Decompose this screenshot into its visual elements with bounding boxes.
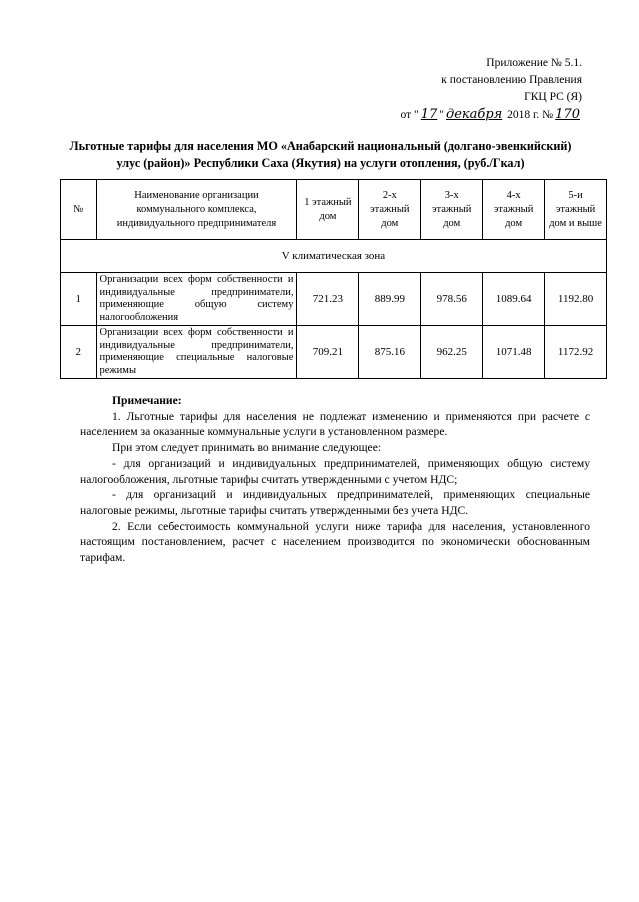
header-2-floor: 2-х этажный дом xyxy=(359,180,421,240)
row-value: 889.99 xyxy=(359,273,421,326)
date-mid: " xyxy=(439,109,444,121)
document-title: Льготные тарифы для населения МО «Анабарский национальный (долгано-эвенкийский) улус (район)» Республики Саха (Якутия) на услуги отопления, (руб./Гкал) xyxy=(69,139,572,170)
date-day: 17 xyxy=(420,107,438,122)
row-org-name: Организации всех форм собственности и индивидуальные предприниматели, применяющие специальные налоговые режимы xyxy=(96,326,297,379)
notes-block xyxy=(80,393,590,566)
notes-heading: Примечание: xyxy=(112,394,182,407)
appendix-line-2: к постановлению Правления xyxy=(441,74,582,86)
row-value: 709.21 xyxy=(297,326,359,379)
header-4-floor: 4-х этажный дом xyxy=(483,180,545,240)
climate-zone: V климатическая зона xyxy=(61,240,607,273)
note-paragraph-5: 2. Если себестоимость коммунальной услуги ниже тарифа для населения, установленного настоящим постановлением, расчет с населением производится по экономически обоснованным тарифам. xyxy=(80,519,590,565)
row-num: 1 xyxy=(61,273,97,326)
tariffs-table xyxy=(60,179,607,379)
date-month: декабря xyxy=(445,107,503,122)
row-value: 962.25 xyxy=(421,326,483,379)
appendix-line-1: Приложение № 5.1. xyxy=(486,57,582,69)
header-num: № xyxy=(61,180,97,240)
appendix-date-line xyxy=(401,106,583,124)
note-paragraph-3: - для организаций и индивидуальных предпринимателей, применяющих общую систему налогообложения, льготные тарифы считать утвержденными с учетом НДС; xyxy=(80,456,590,486)
row-value: 1172.92 xyxy=(545,326,607,379)
resolution-number: 170 xyxy=(555,107,580,122)
table-header-row xyxy=(61,180,607,240)
header-3-floor: 3-х этажный дом xyxy=(421,180,483,240)
header-1-floor: 1 этажный дом xyxy=(297,180,359,240)
appendix-block xyxy=(401,55,583,124)
row-value: 978.56 xyxy=(421,273,483,326)
row-num: 2 xyxy=(61,326,97,379)
row-value: 721.23 xyxy=(297,273,359,326)
row-value: 1089.64 xyxy=(483,273,545,326)
table-row xyxy=(61,273,607,326)
note-paragraph-1: 1. Льготные тарифы для населения не подлежат изменению и применяются при расчете с населением за оказанные коммунальные услуги в установленном размере. xyxy=(80,409,590,439)
row-value: 1071.48 xyxy=(483,326,545,379)
row-value: 875.16 xyxy=(359,326,421,379)
note-paragraph-4: - для организаций и индивидуальных предпринимателей, применяющих специальные налоговые режимы, льготные тарифы считать утвержденными без учета НДС. xyxy=(80,488,590,517)
header-5-floor: 5-и этажный дом и выше xyxy=(545,180,607,240)
note-paragraph-2: При этом следует принимать во внимание следующее: xyxy=(112,441,382,455)
row-org-name: Организации всех форм собственности и индивидуальные предприниматели, применяющие общую систему налогообложения xyxy=(96,273,297,326)
appendix-line-3: ГКЦ РС (Я) xyxy=(524,91,582,103)
date-year: 2018 г. № xyxy=(504,109,554,121)
row-value: 1192.80 xyxy=(545,273,607,326)
zone-row xyxy=(61,240,607,273)
date-prefix: от " xyxy=(400,109,419,121)
table-row xyxy=(61,326,607,379)
header-name: Наименование организации коммунального комплекса, индивидуального предпринимателя xyxy=(96,180,297,240)
